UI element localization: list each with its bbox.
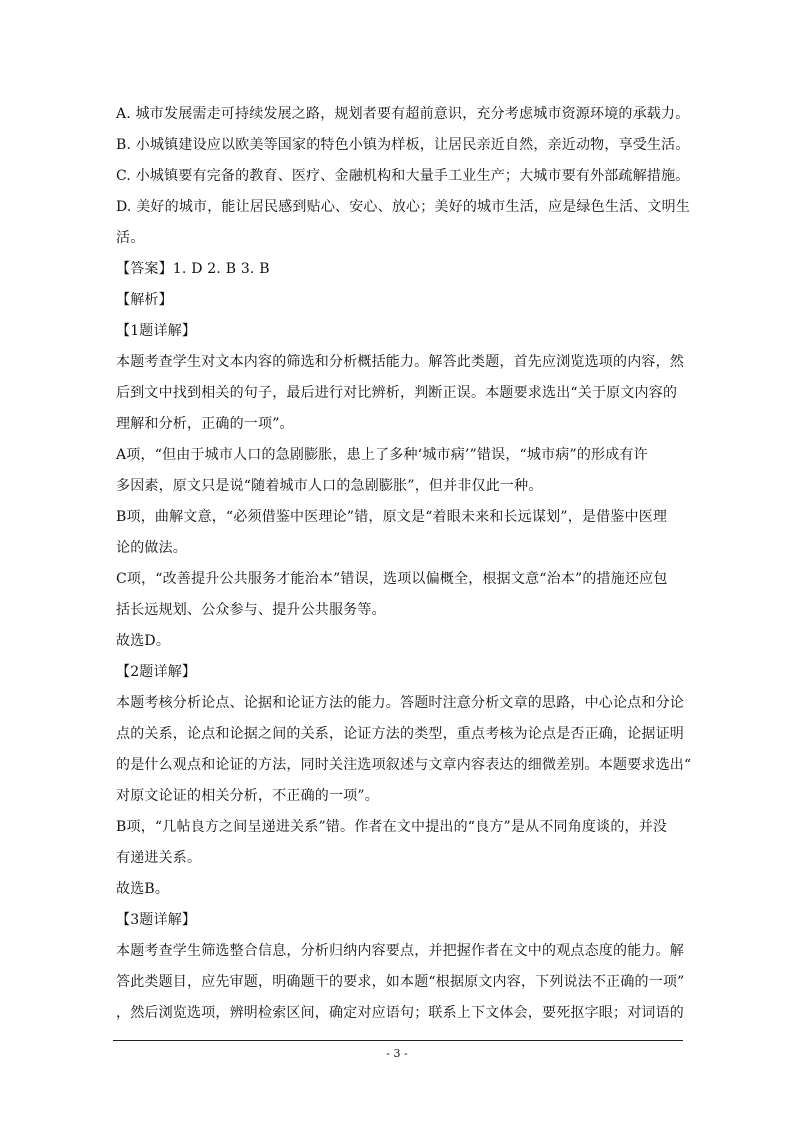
analysis-heading: 【解析】 bbox=[116, 292, 173, 308]
paragraph-line: 论的做法。 bbox=[116, 540, 187, 556]
paragraph-line: 本题考查学生筛选整合信息，分析归纳内容要点，并把握作者在文中的观点态度的能力。解 bbox=[116, 943, 684, 959]
page-number: - 3 - bbox=[386, 1047, 408, 1060]
q2-heading: 【2题详解】 bbox=[116, 664, 197, 680]
option-c: C. 小城镇要有完备的教育、医疗、金融机构和大量手工业生产；大城市要有外部疏解措施。 bbox=[116, 168, 690, 184]
q1-heading: 【1题详解】 bbox=[116, 323, 197, 339]
paragraph-line: ，然后浏览选项，辨明检索区间，确定对应语句；联系上下文体会，要死抠字眼；对词语的 bbox=[116, 1005, 684, 1021]
paragraph-line: C项，“改善提升公共服务才能治本”错误，选项以偏概全，根据文意“治本”的措施还应包 bbox=[116, 571, 668, 587]
paragraph-line: 括长远规划、公众参与、提升公共服务等。 bbox=[116, 602, 386, 618]
paragraph-line: 后到文中找到相关的句子，最后进行对比辨析，判断正误。本题要求选出“关于原文内容的 bbox=[116, 385, 678, 401]
paragraph-line: 点的关系，论点和论据之间的关系，论证方法的类型，重点考核为论点是否正确，论据证明 bbox=[116, 726, 684, 742]
option-b: B. 小城镇建设应以欧美等国家的特色小镇为样板，让居民亲近自然，亲近动物，享受生活。 bbox=[116, 137, 690, 153]
paragraph-line: 有递进关系。 bbox=[116, 850, 202, 866]
paragraph-line: 多因素，原文只是说“随着城市人口的急剧膨胀”，但并非仅此一种。 bbox=[116, 478, 543, 494]
paragraph-line: B项，“几帖良方之间呈递进关系”错。作者在文中提出的“良方”是从不同角度谈的，并没 bbox=[116, 819, 668, 835]
paragraph-line: 本题考核分析论点、论据和论证方法的能力。答题时注意分析文章的思路，中心论点和分论 bbox=[116, 695, 684, 711]
q3-heading: 【3题详解】 bbox=[116, 912, 197, 928]
paragraph-line: 的是什么观点和论证的方法，同时关注选项叙述与文章内容表达的细微差别。本题要求选出“ bbox=[116, 757, 692, 773]
paragraph-line: 本题考查学生对文本内容的筛选和分析概括能力。解答此类题，首先应浏览选项的内容，然 bbox=[116, 354, 684, 370]
footer-divider bbox=[113, 1040, 683, 1041]
paragraph-line: 对原文论证的相关分析，不正确的一项”。 bbox=[116, 788, 379, 804]
option-d: D. 美好的城市，能让居民感到贴心、安心、放心；美好的城市生活，应是绿色生活、文明生 bbox=[116, 199, 691, 215]
paragraph-line: 故选B。 bbox=[116, 881, 170, 897]
paragraph-line: 答此类题目，应先审题，明确题干的要求，如本题“根据原文内容，下列说法不正确的一项” bbox=[116, 974, 685, 990]
paragraph-line: 故选D。 bbox=[116, 633, 171, 649]
option-d-cont: 活。 bbox=[116, 230, 145, 246]
paragraph-line: 理解和分析，正确的一项”。 bbox=[116, 416, 294, 432]
option-a: A. 城市发展需走可持续发展之路，规划者要有超前意识，充分考虑城市资源环境的承载力。 bbox=[116, 106, 690, 122]
paragraph-line: A项，“但由于城市人口的急剧膨胀，患上了多种‘城市病’”错误，“城市病”的形成有许 bbox=[116, 447, 648, 463]
answer-line: 【答案】1. D 2. B 3. B bbox=[116, 261, 270, 277]
paragraph-line: B项，曲解文意，“必须借鉴中医理论”错，原文是“着眼未来和长远谋划”，是借鉴中医理 bbox=[116, 509, 668, 525]
